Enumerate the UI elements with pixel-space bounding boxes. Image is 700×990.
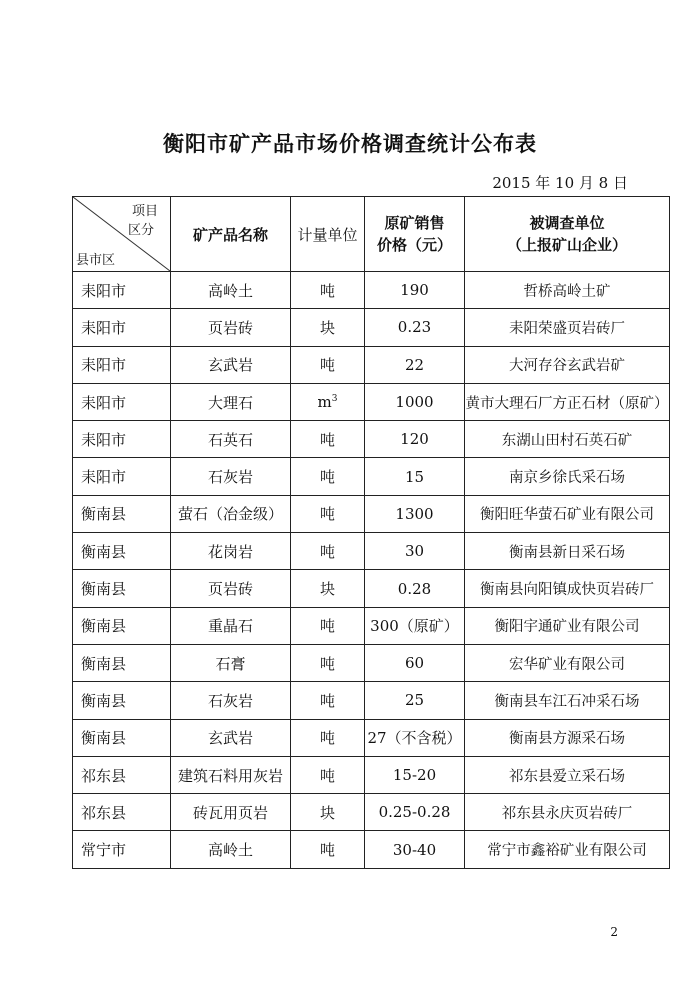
product-cell-text: 页岩砖 (207, 318, 253, 337)
unit-cell-text: 吨 (319, 542, 335, 561)
unit-cell-text: 吨 (319, 841, 335, 860)
product-cell-text: 建筑石料用灰岩 (177, 766, 283, 785)
company-cell-text: 衡阳旺华萤石矿业有限公司 (480, 507, 654, 524)
region-cell (73, 421, 171, 458)
table-row (73, 272, 670, 309)
company-cell-text: 耒阳荣盛页岩砖厂 (509, 320, 625, 337)
company-cell-text: 南京乡徐氏采石场 (509, 470, 625, 487)
company-cell-text: 宏华矿业有限公司 (509, 656, 625, 673)
product-cell (171, 272, 291, 309)
unit-cell (291, 346, 365, 383)
unit-cell (291, 458, 365, 495)
company-cell-text: 哲桥高岭土矿 (523, 283, 611, 300)
price-cell (365, 346, 465, 383)
region-cell (73, 794, 171, 831)
region-cell (73, 533, 171, 570)
product-cell-text: 石膏 (215, 654, 246, 673)
table-row (73, 383, 670, 420)
region-cell-text: 常宁市 (81, 841, 127, 860)
product-cell-text: 重晶石 (207, 617, 253, 636)
header-row (73, 197, 670, 272)
company-cell (465, 495, 670, 532)
region-cell (73, 495, 171, 532)
region-cell (73, 607, 171, 644)
region-cell (73, 272, 171, 309)
unit-cell (291, 495, 365, 532)
unit-cell (291, 831, 365, 868)
price-cell-text: 27（不含税） (367, 729, 462, 748)
unit-cell-text: 吨 (319, 729, 335, 748)
company-cell (465, 682, 670, 719)
diagonal-header-cell (73, 197, 171, 272)
product-cell (171, 533, 291, 570)
product-cell-text: 页岩砖 (207, 580, 253, 599)
product-cell (171, 607, 291, 644)
header-price-line1: 原矿销售 (384, 214, 445, 232)
price-cell-text: 190 (400, 281, 429, 300)
region-cell-text: 耒阳市 (81, 468, 127, 487)
header-county-label: 县市区 (76, 253, 116, 268)
region-cell-text: 衡南县 (81, 580, 127, 599)
price-cell-text: 1000 (395, 393, 434, 412)
company-cell-text: 大河存谷玄武岩矿 (509, 358, 625, 375)
company-cell (465, 794, 670, 831)
unit-cell (291, 421, 365, 458)
product-cell-text: 花岗岩 (207, 542, 253, 561)
company-cell (465, 831, 670, 868)
unit-cell-text: 吨 (319, 766, 335, 785)
company-cell-text: 衡南县方源采石场 (509, 731, 625, 748)
region-cell-text: 耒阳市 (81, 318, 127, 337)
product-cell-text: 石灰岩 (207, 691, 253, 710)
company-cell (465, 346, 670, 383)
product-cell (171, 495, 291, 532)
header-price (365, 197, 465, 272)
table-row (73, 309, 670, 346)
region-cell (73, 570, 171, 607)
region-cell-text: 耒阳市 (81, 430, 127, 449)
region-cell-text: 祁东县 (81, 803, 127, 822)
region-cell (73, 383, 171, 420)
price-cell (365, 682, 465, 719)
price-cell-text: 0.23 (397, 318, 432, 337)
product-cell (171, 570, 291, 607)
price-cell (365, 831, 465, 868)
product-cell-text: 石英石 (207, 430, 253, 449)
table-row (73, 495, 670, 532)
company-cell (465, 272, 670, 309)
region-cell-text: 衡南县 (81, 617, 127, 636)
price-cell (365, 644, 465, 681)
product-cell-text: 玄武岩 (207, 729, 253, 748)
region-cell-text: 耒阳市 (81, 356, 127, 375)
table-row (73, 570, 670, 607)
region-cell-text: 祁东县 (81, 766, 127, 785)
unit-cell-text: 吨 (319, 281, 335, 300)
company-cell-text: 衡南县车江石冲采石场 (494, 693, 640, 710)
price-table (72, 196, 670, 869)
company-cell (465, 309, 670, 346)
unit-cell-text: 吨 (319, 691, 335, 710)
price-cell-text: 300（原矿） (370, 617, 459, 636)
company-cell-text: 黄市大理石厂方正石材（原矿） (465, 395, 669, 412)
table-row (73, 421, 670, 458)
company-cell (465, 383, 670, 420)
unit-cell (291, 272, 365, 309)
header-company (465, 197, 670, 272)
document-date: 2015 年 10 月 8 日 (492, 174, 628, 192)
price-cell (365, 570, 465, 607)
unit-cell (291, 309, 365, 346)
unit-cell (291, 383, 365, 420)
unit-cell-text: 块 (319, 803, 335, 822)
product-cell-text: 高岭土 (207, 281, 253, 300)
company-cell-text: 祁东县永庆页岩砖厂 (501, 805, 633, 822)
product-cell (171, 383, 291, 420)
product-cell (171, 831, 291, 868)
price-cell (365, 421, 465, 458)
price-cell (365, 533, 465, 570)
header-company-line1: 被调查单位 (529, 214, 605, 232)
table-row (73, 346, 670, 383)
product-cell-text: 石灰岩 (207, 468, 253, 487)
company-cell-text: 祁东县爱立采石场 (509, 768, 625, 785)
region-cell-text: 衡南县 (81, 729, 127, 748)
company-cell (465, 421, 670, 458)
region-cell (73, 719, 171, 756)
product-cell (171, 421, 291, 458)
price-cell-text: 15 (404, 467, 425, 486)
table-row (73, 533, 670, 570)
product-cell (171, 794, 291, 831)
price-cell-text: 30-40 (392, 840, 437, 859)
region-cell (73, 644, 171, 681)
unit-superscript: 3 (331, 394, 338, 405)
header-division-label: 区分 (127, 223, 154, 238)
product-cell (171, 309, 291, 346)
product-cell (171, 756, 291, 793)
document-title: 衡阳市矿产品市场价格调查统计公布表 (163, 131, 537, 156)
company-cell (465, 458, 670, 495)
table-row (73, 794, 670, 831)
unit-cell (291, 756, 365, 793)
price-cell (365, 794, 465, 831)
price-cell-text: 1300 (395, 504, 434, 523)
product-cell (171, 682, 291, 719)
company-cell-text: 东湖山田村石英石矿 (501, 432, 633, 449)
header-item-label: 项目 (131, 204, 158, 219)
header-company-line2: （上报矿山企业） (506, 236, 627, 254)
table-row (73, 831, 670, 868)
header-product: 矿产品名称 (171, 197, 291, 272)
price-cell-text: 0.25-0.28 (378, 803, 451, 822)
price-cell-text: 0.28 (397, 579, 432, 598)
table-row (73, 719, 670, 756)
company-cell-text: 衡阳宇通矿业有限公司 (494, 619, 640, 636)
region-cell-text: 衡南县 (81, 654, 127, 673)
unit-cell (291, 607, 365, 644)
table-body (73, 272, 670, 869)
unit-cell-text: 块 (319, 580, 335, 599)
region-cell (73, 756, 171, 793)
price-cell (365, 272, 465, 309)
region-cell (73, 831, 171, 868)
region-cell (73, 346, 171, 383)
table-row (73, 458, 670, 495)
unit-cell (291, 794, 365, 831)
unit-cell-text: 吨 (319, 617, 335, 636)
price-cell (365, 607, 465, 644)
table-row (73, 607, 670, 644)
unit-cell (291, 682, 365, 719)
unit-cell-text: 吨 (319, 505, 335, 524)
product-cell (171, 346, 291, 383)
price-cell-text: 22 (404, 355, 425, 374)
header-unit: 计量单位 (291, 197, 365, 272)
region-cell-text: 耒阳市 (81, 393, 127, 412)
unit-cell-text: 吨 (319, 468, 335, 487)
price-cell-text: 25 (404, 691, 425, 710)
unit-cell-text: m (317, 393, 332, 412)
company-cell-text: 衡南县新日采石场 (509, 544, 625, 561)
company-cell (465, 607, 670, 644)
region-cell-text: 衡南县 (81, 505, 127, 524)
company-cell (465, 756, 670, 793)
price-cell-text: 30 (404, 542, 425, 561)
product-cell-text: 高岭土 (207, 841, 253, 860)
unit-cell-text: 吨 (319, 654, 335, 673)
region-cell (73, 458, 171, 495)
company-cell (465, 719, 670, 756)
unit-cell-text: 吨 (319, 356, 335, 375)
product-cell-text: 砖瓦用页岩 (192, 803, 268, 822)
unit-cell (291, 533, 365, 570)
table-row (73, 756, 670, 793)
product-cell (171, 719, 291, 756)
region-cell-text: 衡南县 (81, 691, 127, 710)
company-cell (465, 570, 670, 607)
region-cell-text: 衡南县 (81, 542, 127, 561)
header-price-line2: 价格（元） (376, 236, 452, 254)
unit-cell-text: 块 (319, 318, 335, 337)
unit-cell (291, 570, 365, 607)
price-cell (365, 383, 465, 420)
region-cell-text: 耒阳市 (81, 281, 127, 300)
product-cell-text: 萤石（冶金级） (177, 505, 283, 524)
price-cell (365, 719, 465, 756)
unit-cell (291, 719, 365, 756)
region-cell (73, 309, 171, 346)
price-cell (365, 309, 465, 346)
page-number: 2 (610, 925, 618, 939)
price-cell (365, 495, 465, 532)
price-cell-text: 120 (400, 430, 429, 449)
unit-cell (291, 644, 365, 681)
unit-cell-text: 吨 (319, 430, 335, 449)
product-cell (171, 458, 291, 495)
product-cell-text: 大理石 (207, 393, 253, 412)
product-cell-text: 玄武岩 (207, 356, 253, 375)
company-cell (465, 533, 670, 570)
company-cell-text: 常宁市鑫裕矿业有限公司 (487, 843, 647, 860)
price-cell (365, 756, 465, 793)
table-row (73, 682, 670, 719)
price-cell-text: 15-20 (392, 766, 437, 784)
price-cell (365, 458, 465, 495)
table-row (73, 644, 670, 681)
price-cell-text: 60 (404, 654, 425, 673)
company-cell-text: 衡南县向阳镇成快页岩砖厂 (480, 582, 654, 599)
region-cell (73, 682, 171, 719)
product-cell (171, 644, 291, 681)
company-cell (465, 644, 670, 681)
